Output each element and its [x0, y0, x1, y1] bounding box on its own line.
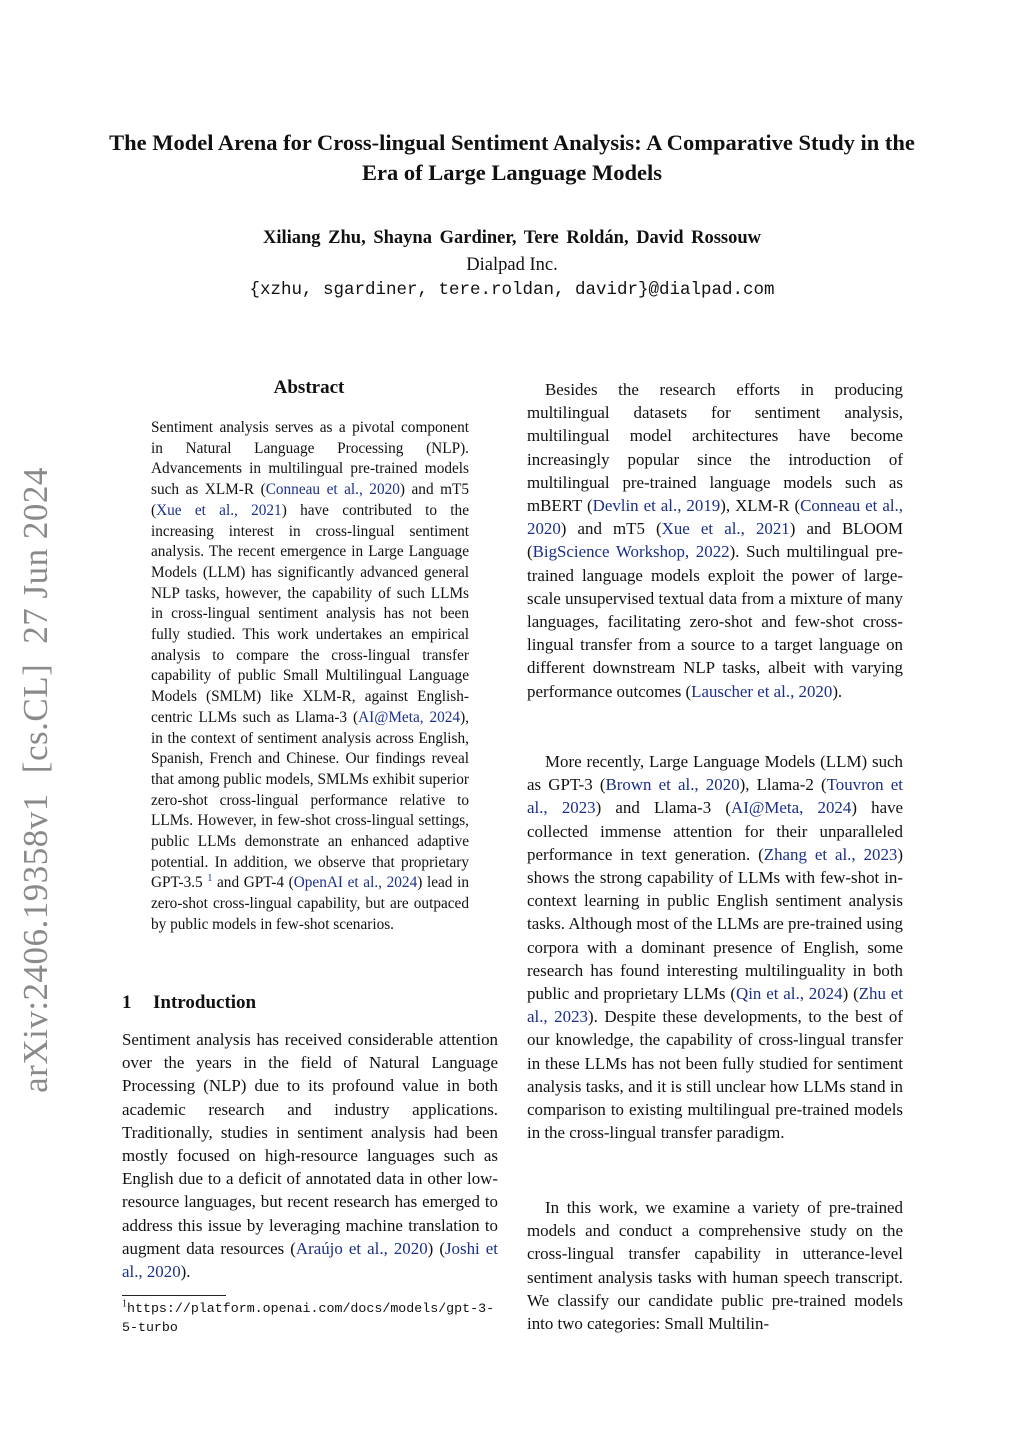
citation-link[interactable]: Brown et al., 2020	[605, 775, 740, 795]
paragraph-text: ), Llama-2 (	[739, 775, 827, 795]
arxiv-id[interactable]: arXiv:2406.19358v1	[16, 793, 55, 1093]
abstract-text	[151, 418, 469, 936]
abstract-text-part: ) lead in zero-shot cross-lingual capability, but are outpaced by public models in few-shot scenarios.	[151, 874, 469, 933]
paragraph-text: ). Despite these developments, to the best of our knowledge, the capability of cross-lingual transfer in these LLMs has not been fully studied for sentiment analysis tasks, and it is still unclear how LLMs stand in comparison to existing multilingual pre-trained models in the cross-lingual transfer paradigm.	[527, 1007, 904, 1143]
footnote-url[interactable]: https://platform.openai.com/docs/models/gpt-3-5-turbo	[122, 1301, 495, 1335]
citation-link[interactable]: BigScience Workshop, 2022	[532, 542, 730, 562]
abstract-heading: Abstract	[273, 377, 345, 398]
section-title: Introduction	[153, 992, 257, 1013]
abstract-text-part: and GPT-4 (	[212, 874, 294, 892]
paragraph-text: Sentiment analysis has received considerable attention over the years in the field of Natural Language Processing (NLP) due to its profound value in both academic research and industry applications. Traditionally, studies in sentiment analysis had been mostly focused on high-resource languages such as English due to a deficit of annotated data in other low-resource languages, but recent research has emerged to address this issue by leveraging machine translation to augment data resources (	[122, 1030, 498, 1258]
paragraph-text: ) and Llama-3 (	[595, 798, 732, 818]
author-emails: {xzhu, sgardiner, tere.roldan, davidr}@dialpad.com	[249, 280, 775, 300]
citation-link[interactable]: AI@Meta, 2024	[358, 708, 461, 726]
paper-affiliation: Dialpad Inc.	[466, 255, 558, 275]
paper-authors: Xiliang Zhu, Shayna Gardiner, Tere Roldán, David Rossouw	[262, 228, 762, 248]
paragraph-text: ).	[832, 681, 843, 701]
citation-link[interactable]: Xue et al., 2021	[661, 519, 790, 539]
section-heading-introduction	[122, 992, 256, 1014]
paragraph-text: ) have collected immense attention for their unparalleled performance in text generation. (	[527, 798, 904, 864]
citation-link[interactable]: AI@Meta, 2024	[731, 798, 852, 818]
citation-link[interactable]: OpenAI et al., 2024	[293, 874, 418, 892]
footnote-number: 1	[122, 1298, 127, 1310]
citation-link[interactable]: Araújo et al., 2020	[295, 1238, 428, 1258]
footnote-marker[interactable]: 1	[207, 873, 213, 885]
citation-link[interactable]: Zhu et al., 2023	[527, 984, 903, 1027]
intro-paragraph-1	[122, 1028, 498, 1283]
paragraph-text: More recently, Large Language Models (LLM) such as GPT-3 (	[527, 752, 903, 795]
arxiv-stamp	[14, 460, 58, 1100]
citation-link[interactable]: Conneau et al., 2020	[527, 496, 903, 539]
paragraph-text: ). Such multilingual pre-trained language models exploit the power of large-scale unsupervised textual data from a mixture of many languages, facilitating zero-shot and few-shot cross-lingual transfer from a source to a target language on different downstream NLP tasks, albeit with varying performance outcomes (	[527, 542, 903, 701]
abstract-text-part: ) have contributed to the increasing interest in cross-lingual sentiment analysis. The recent emergence in Large Language Models (LLM) has significantly advanced general NLP tasks, however, the capability of such LLMs in cross-lingual sentiment analysis has not been fully studied. This work undertakes an empirical analysis to compare the cross-lingual transfer capability of public Small Multilingual Language Models (SMLM) like XLM-R, against English-centric LLMs such as Llama-3 (	[151, 501, 469, 726]
paper-title: The Model Arena for Cross-lingual Sentiment Analysis: A Comparative Study in the Era of Large Language Models	[109, 130, 915, 185]
paragraph-text: ) and mT5 (	[560, 519, 662, 539]
abstract-text-part: ) and mT5 (	[151, 481, 469, 519]
paragraph-text: Besides the research efforts in producing multilingual datasets for sentiment analysis, multilingual model architectures have become increasingly popular since the introduction of multilingual pre-trained language models such as mBERT (	[527, 380, 903, 516]
citation-link[interactable]: Conneau et al., 2020	[265, 481, 400, 499]
paragraph-text: ) (	[842, 984, 859, 1004]
paragraph-text: ).	[180, 1262, 191, 1282]
citation-link[interactable]: Lauscher et al., 2020	[691, 681, 833, 701]
citation-link[interactable]: Joshi et al., 2020	[122, 1238, 498, 1282]
footnote	[122, 1299, 498, 1337]
paragraph-text: ) shows the strong capability of LLMs with few-shot in-context learning in public English sentiment analysis tasks. Although most of the LLMs are pre-trained using corpora with a dominant presence of English, some research has found interesting multilinguality in both public and proprietary LLMs (	[527, 844, 903, 1004]
citation-link[interactable]: Zhang et al., 2023	[763, 844, 898, 864]
section-number: 1	[122, 992, 132, 1013]
abstract-text-part: Sentiment analysis serves as a pivotal component in Natural Language Processing (NLP). Advancements in multilingual pre-trained models such as XLM-R (	[151, 419, 469, 499]
abstract-text-part: ), in the context of sentiment analysis across English, Spanish, French and Chinese. Our findings reveal that among public models, SMLMs exhibit superior zero-shot cross-lingual performance relative to LLMs. However, in few-shot cross-lingual settings, public LLMs demonstrate an enhanced adaptive potential. In addition, we observe that proprietary GPT-3.5	[151, 708, 469, 892]
citation-link[interactable]: Devlin et al., 2019	[592, 496, 721, 516]
citation-link[interactable]: Touvron et al., 2023	[527, 775, 903, 818]
citation-link[interactable]: Xue et al., 2021	[156, 501, 282, 519]
intro-paragraph-3	[527, 750, 903, 1144]
paragraph-text: ) and BLOOM (	[527, 519, 903, 562]
paragraph-text: ) (	[427, 1238, 445, 1258]
paragraph-text: ), XLM-R (	[720, 496, 801, 516]
intro-paragraph-4: In this work, we examine a variety of pre-trained models and conduct a comprehensive study on the cross-lingual transfer capability in utterance-level sentiment analysis tasks with human speech transcript. We classify our candidate public pre-trained models into two categories: Small Multilin-	[527, 1198, 903, 1334]
intro-paragraph-2	[527, 378, 903, 703]
footnote-divider	[122, 1295, 226, 1296]
citation-link[interactable]: Qin et al., 2024	[736, 984, 843, 1004]
arxiv-category: [cs.CL]	[16, 663, 55, 774]
arxiv-date: 27 Jun 2024	[16, 467, 55, 644]
